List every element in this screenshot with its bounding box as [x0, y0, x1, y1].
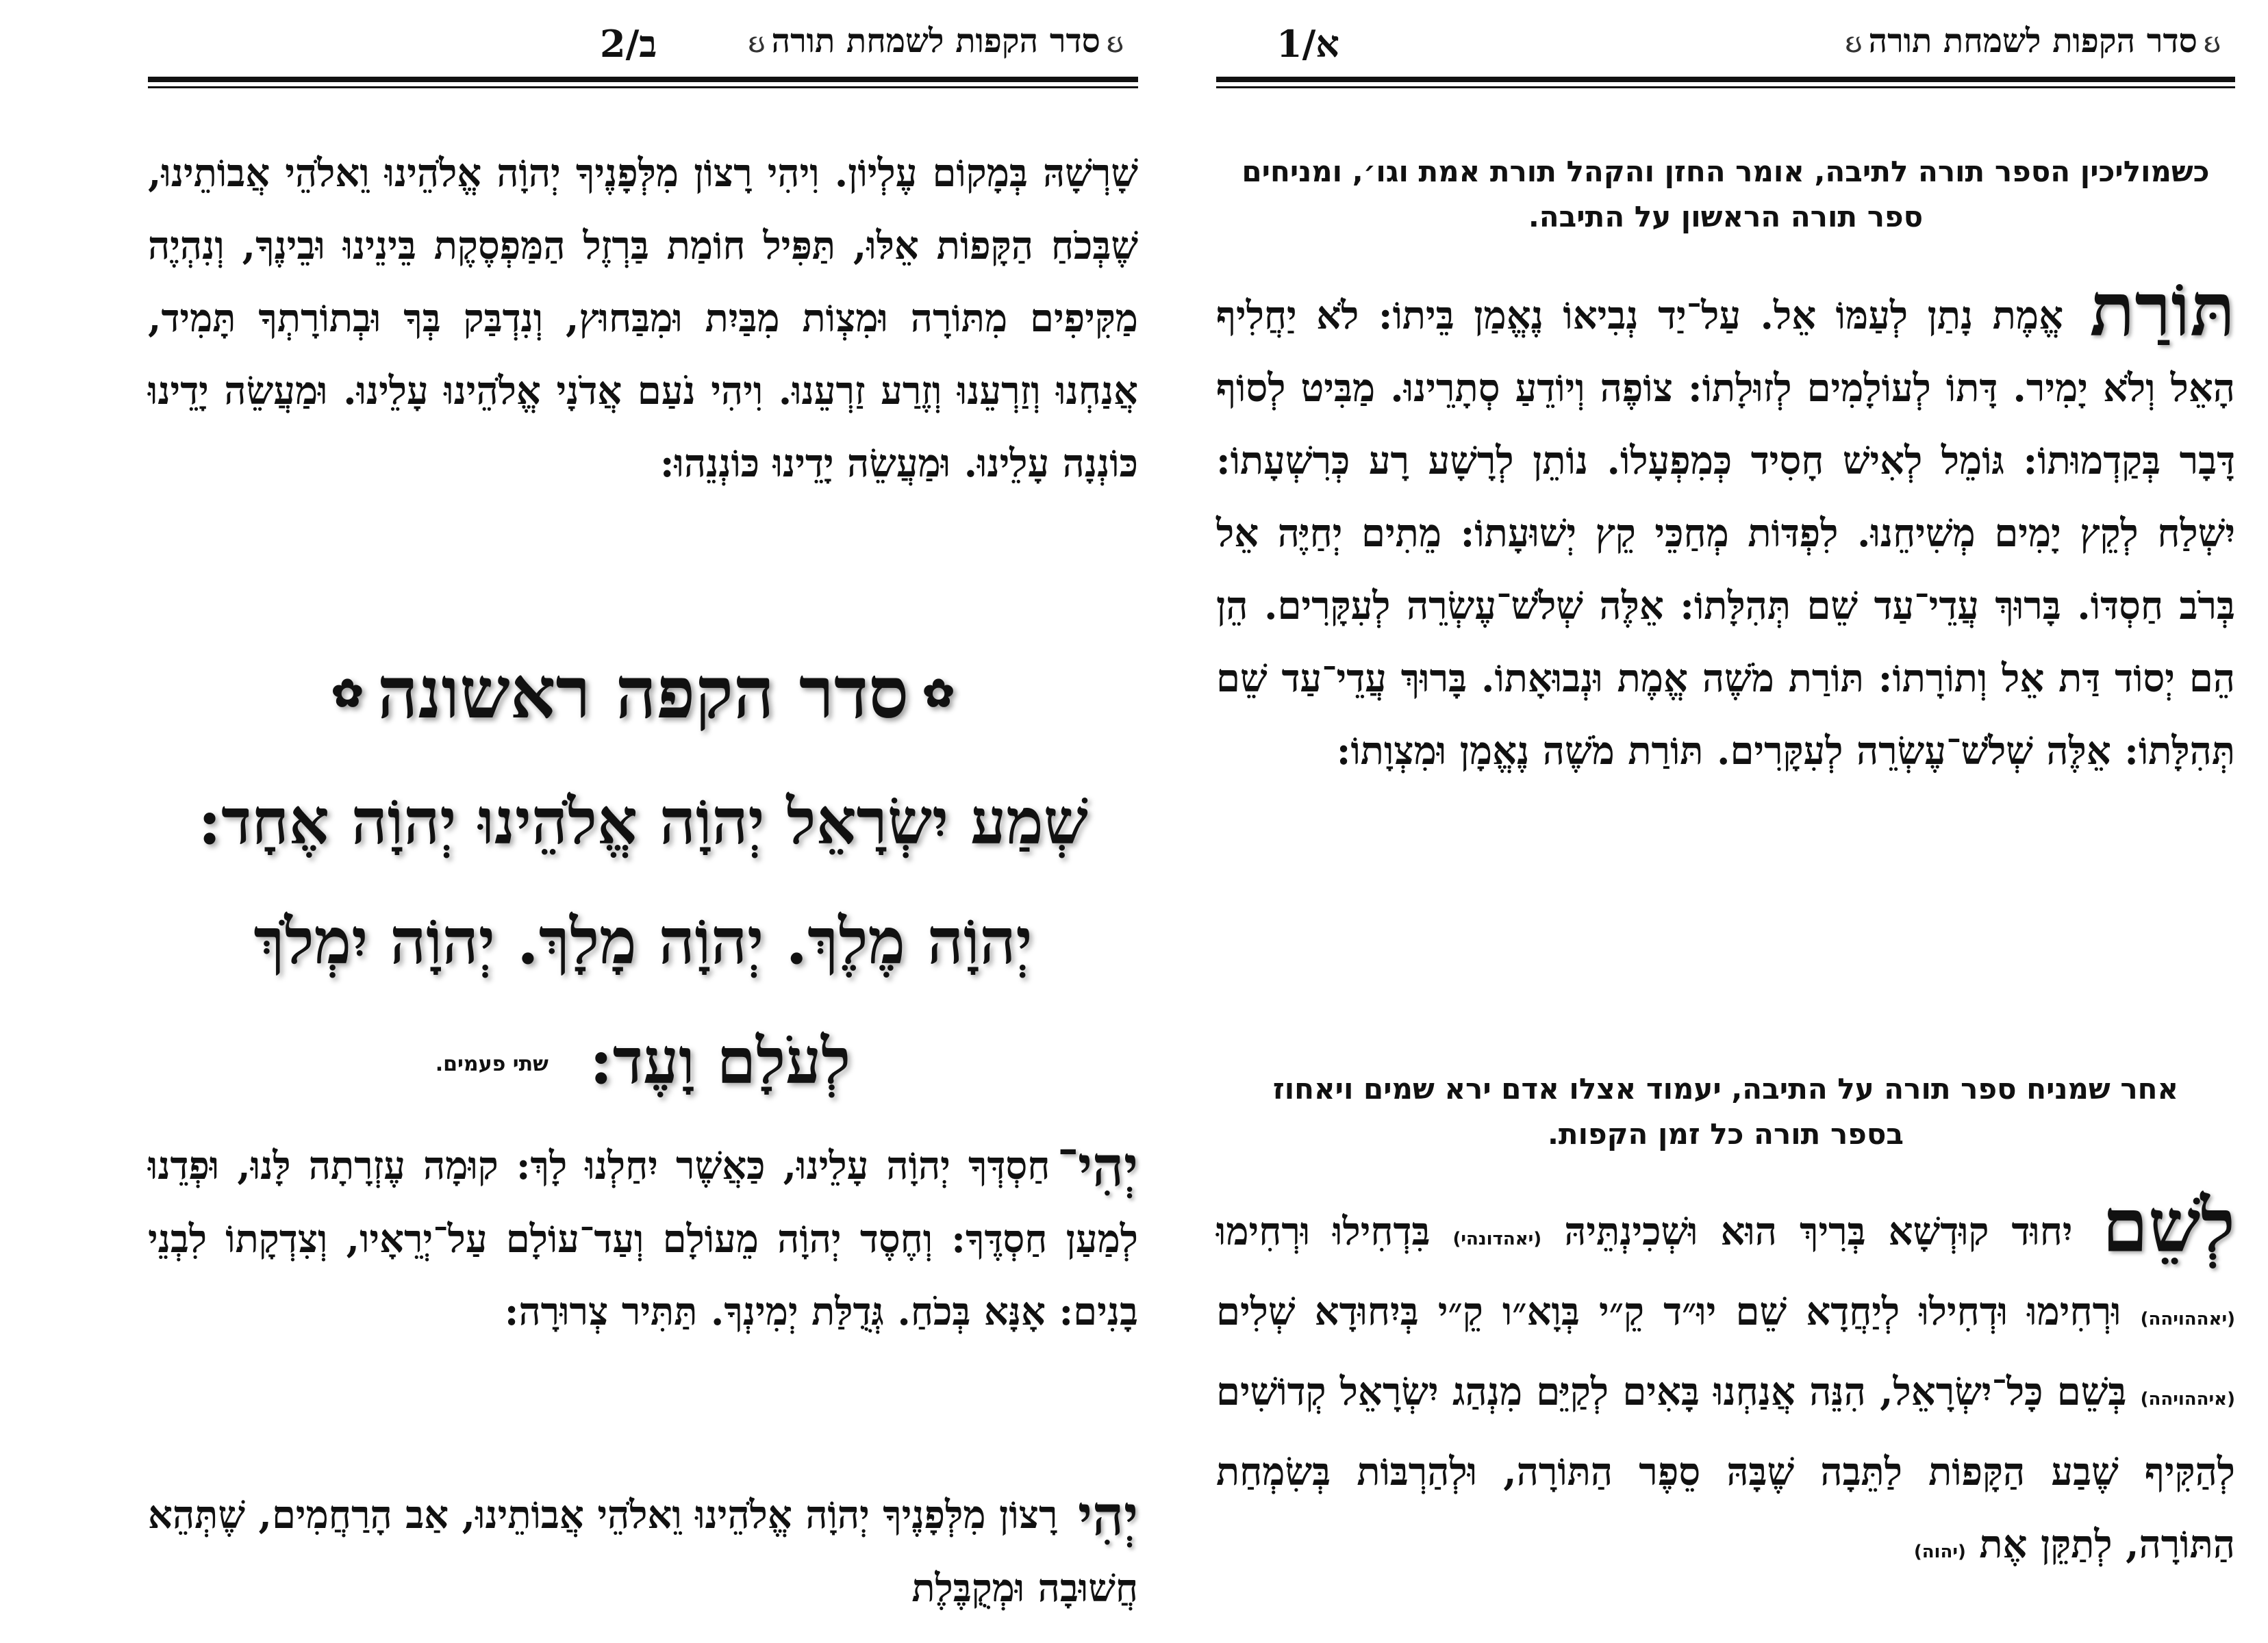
section-title-text: סדר הקפה ראשונה [377, 650, 909, 735]
kabbalistic-note: (יאההויהה) [2140, 1309, 2235, 1329]
header-title-text: סדר הקפות לשמחת תורה [771, 22, 1100, 60]
hashem-melech-verse: יְהוָֹה מֶלֶךְ. יְהוָֹה מָלָךְ. יְהוָֹה יִמְלֹךְ [253, 904, 1033, 978]
header-title [742, 22, 1130, 60]
header-rule [148, 77, 1138, 82]
instruction-text: כשמוליכין הספר תורה לתיבה, אומר החזן והקהל תורת אמת וגו׳, ומניחים ספר תורה הראשון על התיבה. [1242, 155, 2210, 233]
section-title [148, 650, 1138, 735]
paragraph-text: רָצוֹן מִלְּפָנֶיךָ יְהוָֹה אֱלֹהֵינוּ וֵאלֹהֵי אֲבוֹתֵינוּ, אַב הָרַחֲמִים, שֶׁתְּהֵא חֲשׁוּבָה וּמְקֻבֶּלֶת [148, 1492, 1138, 1611]
paragraph-text: וּרְחִימוּ וּדְחִילוּ [1919, 1289, 2121, 1334]
opening-word: יְהִי [1078, 1483, 1138, 1548]
leolam-vaed-text: לְעֹלָם וָעֶד: [589, 1024, 851, 1098]
kabbalistic-note: (יאהדונהי) [1452, 1229, 1542, 1249]
flourish-icon: ✿ [331, 671, 364, 716]
page-number: א/1 [1276, 22, 1339, 66]
twice-note: שתי פעמים. [435, 1052, 549, 1076]
opening-word: לְשֵׁם [2102, 1183, 2235, 1269]
kabbalistic-note: (איההויהה) [2140, 1389, 2235, 1410]
page-number: ב/2 [600, 22, 657, 66]
yehi-chasdecha-paragraph [148, 1130, 1138, 1348]
right-page [1216, 0, 2235, 1643]
ornament-icon: ઇ [2204, 29, 2220, 58]
header-rule-thin [1216, 86, 2235, 88]
paragraph-text: לְיַחֲדָא שֵׁם יוּ״ד קֵ״י בְּוָא״ו קֵ״י בְּיִחוּדָא שְׁלִים [1216, 1289, 1900, 1334]
leshem-yichud-paragraph [1216, 1183, 2235, 1588]
paragraph-text: בְּשֵׁם כָּל־יִשְׂרָאֵל, הִנֵּה אֲנַחְנוּ בָּאִים לְקַיֵּם מִנְהַג יִשְׂרָאֵל קְדוֹשִׁים לְהַקִּיף שֶׁבַע הַקָּפוֹת לַתֵּבָה שֶׁבָּהּ סֵפֶר הַתּוֹרָה, וּלְהַרְבּוֹת בְּשִׂמְחַת הַתּוֹרָה, לְתַקֵּן אֶת [1216, 1369, 2235, 1567]
leolam-vaed-line [148, 1006, 1138, 1119]
paragraph-text: בִּדְחִילוּ וּרְחִימוּ [1216, 1209, 1431, 1254]
header-rule [1216, 77, 2235, 82]
ornament-icon: ઇ [1845, 29, 1862, 58]
instruction-text: אחר שמניח ספר תורה על התיבה, יעמוד אצלו אדם ירא שמים ויאחוז בספר תורה כל זמן הקפות. [1272, 1072, 2179, 1151]
page-header [1216, 16, 2235, 70]
opening-word: יְהִי־ [1057, 1134, 1138, 1199]
header-title-text: סדר הקפות לשמחת תורה [1868, 22, 2197, 60]
paragraph-text: אֱמֶת נָתַן לְעַמּוֹ אֵל. עַל־יַד נְבִיאוֹ נֶאֱמַן בֵּיתוֹ: לֹא יַחֲלִיף הָאֵל וְלֹא יָמִיר. דָּתוֹ לְעוֹלָמִים לְזוּלָתוֹ: צוֹפֶה וְיוֹדֵעַ סְתָרֵינוּ. מַבִּיט לְסוֹף דָּבָר בְּקַדְמוּתוֹ: גּוֹמֵל לְאִישׁ חָסִיד כְּמִפְעָלוֹ. נוֹתֵן לְרָשָׁע רָע כְּרִשְׁעָתוֹ: יִשְׁלַח לְקֵץ יָמִים מְשִׁיחֵנוּ. לִפְדּוֹת מְחַכֵּי קֵץ יְשׁוּעָתוֹ: מֵתִים יְחַיֶּה אֵל בְּרֹב חַסְדּוֹ. בָּרוּךְ עֲדֵי־עַד שֵׁם תְּהִלָּתוֹ: אֵלֶּה שְׁלֹשׁ־עֶשְׂרֵה לְעִקָּרִים. הֵן הֵם יְסוֹד דַּת אֵל וְתוֹרָתוֹ: תּוֹרַת מֹשֶׁה אֱמֶת וּנְבוּאָתוֹ. בָּרוּךְ עֲדֵי־עַד שֵׁם תְּהִלָּתוֹ: אֵלֶּה שְׁלֹשׁ־עֶשְׂרֵה לְעִקָּרִים. תּוֹרַת מֹשֶׁה נֶאֱמָן וּמִצְוָתוֹ: [1216, 293, 2236, 774]
left-page [148, 0, 1138, 1643]
shema-verse: שְׁמַע יִשְׂרָאֵל יְהוָֹה אֱלֹהֵינוּ יְהוָֹה אֶחָד: [198, 785, 1088, 858]
kabbalistic-note: (יהוה) [1913, 1542, 1966, 1562]
header-rule-thin [148, 86, 1138, 88]
paragraph-text: חַסְדְּךָ יְהוָֹה עָלֵינוּ, כַּאֲשֶׁר יִחַלְנוּ לָךְ: קוּמָה עֶזְרָתָה לָּנוּ, וּפְדֵנוּ לְמַעַן חַסְדֶּךָ: וְחֶסֶד יְהוָֹה מֵעוֹלָם וְעַד־עוֹלָם עַל־יְרֵאָיו, וְצִדְקָתוֹ לִבְנֵי בָנִים: אָנָּא בְּכֹחַ. גְּדֻלַּת יְמִינְךָ. תַּתִּיר צְרוּרָה: [148, 1143, 1138, 1334]
page-header [148, 16, 1138, 70]
torat-emet-paragraph [1216, 267, 2236, 787]
flourish-icon: ✿ [922, 671, 955, 716]
ornament-icon: ઇ [1107, 29, 1123, 58]
prayer-paragraph: שָׁרְשָׁהּ בְּמָקוֹם עֶלְיוֹן. וִיהִי רָצוֹן מִלְּפָנֶיךָ יְהוָֹה אֱלֹהֵינוּ וֵאלֹהֵי אֲבוֹתֵינוּ, שֶׁבְּכֹחַ הַקָּפוֹת אֵלּוּ, תַּפִּיל חוֹמַת בַּרְזֶל הַמַּפְסֶקֶת בֵּינֵינוּ וּבֵינֶךָ, וְנִהְיֶה מַקִּיפִים מִתּוֹרָה וּמִצְוֹת מִבַּיִת וּמִבַּחוּץ, וְנִדְבַּק בְּךָ וּבְתוֹרָתְךָ תָּמִיד, אֲנַחְנוּ וְזַרְעֵנוּ וְזֶרַע זַרְעֵנוּ. וִיהִי נֹעַם אֲדֹנָי אֱלֹהֵינוּ עָלֵינוּ. וּמַעֲשֵׂה יָדֵינוּ כּוֹנְנָה עָלֵינוּ. וּמַעֲשֵׂה יָדֵינוּ כּוֹנְנֵהוּ: [148, 151, 1138, 486]
yehi-ratzon-paragraph [148, 1479, 1138, 1625]
header-title [1839, 22, 2227, 60]
opening-word: תּוֹרַת [2089, 267, 2235, 353]
paragraph-text: יִחוּד קוּדְשָׁא בְּרִיךְ הוּא וּשְׁכִינְתֵּיהּ [1564, 1209, 2073, 1254]
ornament-icon: ઇ [748, 29, 765, 58]
